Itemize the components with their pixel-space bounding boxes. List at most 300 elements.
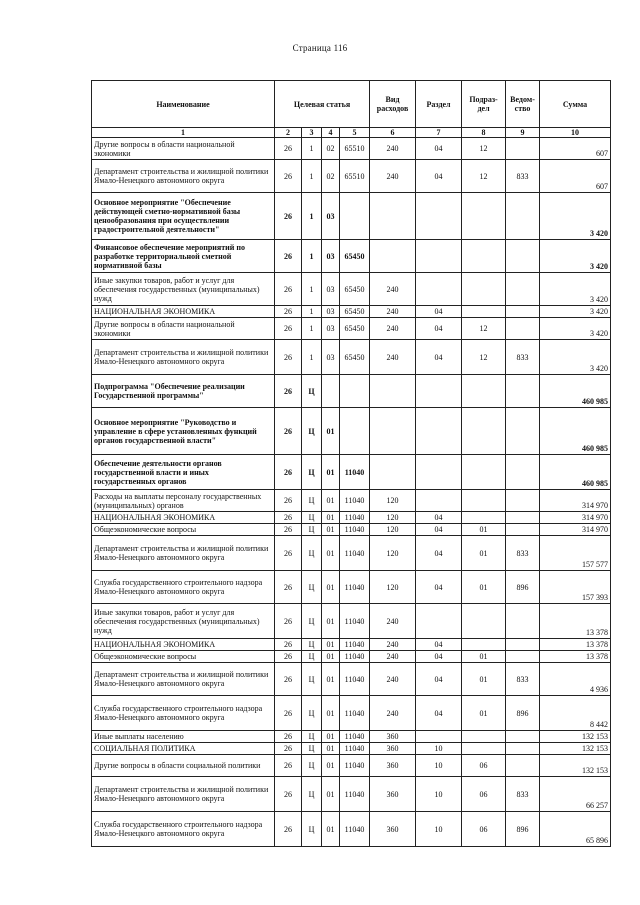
section (416, 455, 462, 490)
row-name: СОЦИАЛЬНАЯ ПОЛИТИКА (92, 743, 275, 755)
row-name: Иные закупки товаров, работ и услуг для обеспечения государственных (муниципальных) нужд (92, 604, 275, 639)
target-code-4: 11040 (340, 743, 370, 755)
table-row (92, 490, 611, 512)
target-code-1: 26 (275, 663, 302, 696)
subsection: 06 (462, 777, 506, 812)
section: 10 (416, 812, 462, 847)
section: 04 (416, 524, 462, 536)
amount: 132 153 (540, 755, 611, 777)
expense-type: 240 (370, 696, 416, 731)
subsection (462, 240, 506, 273)
column-number: 2 (275, 128, 302, 138)
target-code-2: Ц (302, 777, 322, 812)
target-code-4 (340, 408, 370, 455)
table-row (92, 571, 611, 604)
target-code-1: 26 (275, 408, 302, 455)
row-name: Другие вопросы в области социальной политики (92, 755, 275, 777)
row-name: Департамент строительства и жилищной политики Ямало-Ненецкого автономного округа (92, 777, 275, 812)
target-code-3: 03 (322, 318, 340, 340)
column-number: 6 (370, 128, 416, 138)
target-code-2: Ц (302, 375, 322, 408)
expense-type: 120 (370, 571, 416, 604)
table-row (92, 340, 611, 375)
expense-type: 360 (370, 812, 416, 847)
target-code-4: 11040 (340, 512, 370, 524)
table-row (92, 731, 611, 743)
target-code-3: 03 (322, 193, 340, 240)
target-code-1: 26 (275, 731, 302, 743)
expense-type: 240 (370, 663, 416, 696)
target-code-1: 26 (275, 240, 302, 273)
target-code-2: Ц (302, 663, 322, 696)
department-code (506, 743, 540, 755)
target-code-4: 11040 (340, 639, 370, 651)
amount: 460 985 (540, 455, 611, 490)
target-code-1: 26 (275, 639, 302, 651)
target-code-4: 11040 (340, 812, 370, 847)
target-code-4: 65510 (340, 160, 370, 193)
header-department: Ведом-ство (506, 81, 540, 128)
target-code-1: 26 (275, 524, 302, 536)
target-code-1: 26 (275, 160, 302, 193)
amount: 3 420 (540, 340, 611, 375)
department-code (506, 731, 540, 743)
department-code (506, 755, 540, 777)
table-row (92, 639, 611, 651)
subsection: 01 (462, 651, 506, 663)
section (416, 731, 462, 743)
department-code (506, 306, 540, 318)
page-number: Страница 116 (292, 43, 348, 53)
department-code: 833 (506, 160, 540, 193)
row-name: НАЦИОНАЛЬНАЯ ЭКОНОМИКА (92, 639, 275, 651)
target-code-1: 26 (275, 318, 302, 340)
target-code-1: 26 (275, 604, 302, 639)
amount: 3 420 (540, 193, 611, 240)
target-code-2: Ц (302, 536, 322, 571)
expense-type: 360 (370, 755, 416, 777)
department-code (506, 193, 540, 240)
table-row (92, 812, 611, 847)
target-code-2: Ц (302, 812, 322, 847)
amount: 8 442 (540, 696, 611, 731)
target-code-2: Ц (302, 512, 322, 524)
amount: 65 896 (540, 812, 611, 847)
expense-type: 120 (370, 512, 416, 524)
expense-type (370, 455, 416, 490)
target-code-4: 11040 (340, 455, 370, 490)
target-code-2: Ц (302, 731, 322, 743)
section: 04 (416, 306, 462, 318)
target-code-1: 26 (275, 306, 302, 318)
column-number: 5 (340, 128, 370, 138)
target-code-1: 26 (275, 812, 302, 847)
subsection (462, 731, 506, 743)
department-code (506, 375, 540, 408)
section: 10 (416, 777, 462, 812)
target-code-2: Ц (302, 604, 322, 639)
table-row (92, 273, 611, 306)
expense-type: 240 (370, 160, 416, 193)
row-name: Подпрограмма "Обеспечение реализации Государственной программы" (92, 375, 275, 408)
target-code-1: 26 (275, 755, 302, 777)
department-code (506, 240, 540, 273)
target-code-2: Ц (302, 755, 322, 777)
header-section: Раздел (416, 81, 462, 128)
target-code-4: 11040 (340, 536, 370, 571)
expense-type: 240 (370, 306, 416, 318)
column-number-row (92, 128, 611, 138)
expense-type: 240 (370, 651, 416, 663)
row-name: Расходы на выплаты персоналу государственных (муниципальных) органов (92, 490, 275, 512)
target-code-3: 02 (322, 138, 340, 160)
amount: 3 420 (540, 240, 611, 273)
target-code-1: 26 (275, 273, 302, 306)
amount: 607 (540, 160, 611, 193)
department-code (506, 604, 540, 639)
target-code-3: 01 (322, 743, 340, 755)
target-code-4: 11040 (340, 663, 370, 696)
row-name: Департамент строительства и жилищной политики Ямало-Ненецкого автономного округа (92, 536, 275, 571)
department-code (506, 318, 540, 340)
subsection: 01 (462, 663, 506, 696)
expense-type: 360 (370, 731, 416, 743)
section (416, 273, 462, 306)
subsection (462, 512, 506, 524)
target-code-3: 03 (322, 240, 340, 273)
target-code-3: 01 (322, 604, 340, 639)
target-code-4: 11040 (340, 571, 370, 604)
table-row (92, 318, 611, 340)
amount: 13 378 (540, 639, 611, 651)
column-number: 7 (416, 128, 462, 138)
section: 04 (416, 571, 462, 604)
row-name: Основное мероприятие "Обеспечение действующей сметно-нормативной базы ценообразования при осуществлении градостроительной деятельности" (92, 193, 275, 240)
section: 04 (416, 663, 462, 696)
department-code: 896 (506, 571, 540, 604)
department-code (506, 455, 540, 490)
target-code-1: 26 (275, 536, 302, 571)
row-name: Служба государственного строительного надзора Ямало-Ненецкого автономного округа (92, 571, 275, 604)
target-code-3: 01 (322, 755, 340, 777)
section: 04 (416, 512, 462, 524)
target-code-3: 01 (322, 490, 340, 512)
row-name: Финансовое обеспечение мероприятий по разработке территориальной сметной нормативной базы (92, 240, 275, 273)
amount: 132 153 (540, 743, 611, 755)
section (416, 375, 462, 408)
row-name: Другие вопросы в области национальной экономики (92, 138, 275, 160)
row-name: Служба государственного строительного надзора Ямало-Ненецкого автономного округа (92, 696, 275, 731)
target-code-4 (340, 375, 370, 408)
target-code-2: Ц (302, 490, 322, 512)
section: 04 (416, 340, 462, 375)
table-row (92, 604, 611, 639)
amount: 460 985 (540, 375, 611, 408)
target-code-4: 11040 (340, 777, 370, 812)
section: 10 (416, 755, 462, 777)
header-row (92, 81, 611, 128)
subsection: 06 (462, 755, 506, 777)
section (416, 240, 462, 273)
row-name: Иные выплаты населению (92, 731, 275, 743)
target-code-4: 11040 (340, 651, 370, 663)
target-code-1: 26 (275, 138, 302, 160)
target-code-2: 1 (302, 138, 322, 160)
table-row (92, 306, 611, 318)
header-amount: Сумма (540, 81, 611, 128)
target-code-1: 26 (275, 651, 302, 663)
target-code-3: 01 (322, 663, 340, 696)
section: 04 (416, 639, 462, 651)
table-row (92, 777, 611, 812)
amount: 13 378 (540, 604, 611, 639)
amount: 3 420 (540, 273, 611, 306)
expense-type (370, 240, 416, 273)
row-name: Служба государственного строительного надзора Ямало-Ненецкого автономного округа (92, 812, 275, 847)
row-name: Департамент строительства и жилищной политики Ямало-Ненецкого автономного округа (92, 340, 275, 375)
table-row (92, 193, 611, 240)
table-row (92, 696, 611, 731)
subsection (462, 273, 506, 306)
table-row (92, 455, 611, 490)
target-code-4: 11040 (340, 490, 370, 512)
subsection: 12 (462, 318, 506, 340)
subsection (462, 490, 506, 512)
department-code (506, 651, 540, 663)
column-number: 3 (302, 128, 322, 138)
subsection (462, 375, 506, 408)
expense-type: 120 (370, 524, 416, 536)
target-code-2: Ц (302, 639, 322, 651)
target-code-3: 03 (322, 340, 340, 375)
department-code: 833 (506, 536, 540, 571)
amount: 66 257 (540, 777, 611, 812)
target-code-4: 65450 (340, 240, 370, 273)
target-code-3: 01 (322, 571, 340, 604)
department-code (506, 524, 540, 536)
department-code: 833 (506, 777, 540, 812)
target-code-1: 26 (275, 696, 302, 731)
target-code-3: 01 (322, 536, 340, 571)
amount: 132 153 (540, 731, 611, 743)
target-code-1: 26 (275, 512, 302, 524)
expense-type (370, 375, 416, 408)
expense-type (370, 408, 416, 455)
section (416, 490, 462, 512)
subsection (462, 408, 506, 455)
target-code-3: 01 (322, 812, 340, 847)
subsection: 01 (462, 536, 506, 571)
target-code-1: 26 (275, 743, 302, 755)
target-code-2: Ц (302, 455, 322, 490)
subsection: 12 (462, 160, 506, 193)
table-row (92, 755, 611, 777)
subsection: 01 (462, 524, 506, 536)
amount: 3 420 (540, 306, 611, 318)
subsection (462, 306, 506, 318)
target-code-2: 1 (302, 240, 322, 273)
section: 04 (416, 160, 462, 193)
expense-type: 240 (370, 340, 416, 375)
department-code (506, 273, 540, 306)
header-expense-type: Вид расходов (370, 81, 416, 128)
section: 04 (416, 651, 462, 663)
target-code-1: 26 (275, 375, 302, 408)
target-code-2: Ц (302, 524, 322, 536)
subsection (462, 639, 506, 651)
department-code: 833 (506, 663, 540, 696)
target-code-1: 26 (275, 193, 302, 240)
target-code-3: 01 (322, 777, 340, 812)
expense-type: 360 (370, 777, 416, 812)
row-name: Департамент строительства и жилищной политики Ямало-Ненецкого автономного округа (92, 663, 275, 696)
department-code (506, 490, 540, 512)
target-code-1: 26 (275, 490, 302, 512)
expense-type (370, 193, 416, 240)
target-code-3: 01 (322, 408, 340, 455)
target-code-3: 01 (322, 524, 340, 536)
amount: 460 985 (540, 408, 611, 455)
row-name: Другие вопросы в области национальной экономики (92, 318, 275, 340)
target-code-2: Ц (302, 651, 322, 663)
expense-type: 360 (370, 743, 416, 755)
target-code-2: 1 (302, 160, 322, 193)
row-name: Общеэкономические вопросы (92, 524, 275, 536)
subsection: 12 (462, 138, 506, 160)
table-row (92, 663, 611, 696)
amount: 3 420 (540, 318, 611, 340)
row-name: Департамент строительства и жилищной политики Ямало-Ненецкого автономного округа (92, 160, 275, 193)
subsection: 12 (462, 340, 506, 375)
target-code-3: 01 (322, 696, 340, 731)
amount: 314 970 (540, 524, 611, 536)
target-code-4: 11040 (340, 755, 370, 777)
expense-type: 120 (370, 490, 416, 512)
target-code-3: 01 (322, 639, 340, 651)
department-code (506, 408, 540, 455)
target-code-2: Ц (302, 696, 322, 731)
department-code: 833 (506, 340, 540, 375)
target-code-3: 03 (322, 306, 340, 318)
target-code-3: 02 (322, 160, 340, 193)
target-code-2: 1 (302, 193, 322, 240)
target-code-4: 11040 (340, 731, 370, 743)
target-code-4: 11040 (340, 524, 370, 536)
department-code (506, 639, 540, 651)
table-row (92, 512, 611, 524)
target-code-2: 1 (302, 318, 322, 340)
target-code-4: 11040 (340, 696, 370, 731)
department-code (506, 512, 540, 524)
column-number: 8 (462, 128, 506, 138)
subsection: 01 (462, 571, 506, 604)
row-name: Основное мероприятие "Руководство и управление в сфере установленных функций органов государственной власти" (92, 408, 275, 455)
subsection (462, 455, 506, 490)
target-code-4 (340, 193, 370, 240)
amount: 314 970 (540, 490, 611, 512)
target-code-4: 65450 (340, 273, 370, 306)
expense-type: 240 (370, 639, 416, 651)
subsection (462, 604, 506, 639)
table-row (92, 743, 611, 755)
section: 04 (416, 138, 462, 160)
target-code-3: 01 (322, 512, 340, 524)
section (416, 408, 462, 455)
column-number: 4 (322, 128, 340, 138)
target-code-4: 11040 (340, 604, 370, 639)
subsection: 01 (462, 696, 506, 731)
table-row (92, 375, 611, 408)
target-code-2: Ц (302, 408, 322, 455)
table-row (92, 408, 611, 455)
target-code-4: 65510 (340, 138, 370, 160)
section: 04 (416, 696, 462, 731)
expense-type: 240 (370, 138, 416, 160)
target-code-4: 65450 (340, 340, 370, 375)
amount: 314 970 (540, 512, 611, 524)
budget-table (91, 80, 611, 847)
amount: 13 378 (540, 651, 611, 663)
target-code-2: Ц (302, 743, 322, 755)
target-code-3: 03 (322, 273, 340, 306)
target-code-2: 1 (302, 273, 322, 306)
expense-type: 240 (370, 318, 416, 340)
target-code-1: 26 (275, 777, 302, 812)
amount: 157 577 (540, 536, 611, 571)
row-name: Обеспечение деятельности органов государственной власти и иных государственных органов (92, 455, 275, 490)
section: 04 (416, 318, 462, 340)
subsection: 06 (462, 812, 506, 847)
expense-type: 240 (370, 604, 416, 639)
column-number: 10 (540, 128, 611, 138)
target-code-3: 01 (322, 731, 340, 743)
section (416, 193, 462, 240)
target-code-4: 65450 (340, 318, 370, 340)
department-code: 896 (506, 696, 540, 731)
target-code-1: 26 (275, 340, 302, 375)
section (416, 604, 462, 639)
target-code-2: Ц (302, 571, 322, 604)
target-code-3 (322, 375, 340, 408)
column-number: 1 (92, 128, 275, 138)
target-code-3: 01 (322, 455, 340, 490)
target-code-2: 1 (302, 340, 322, 375)
amount: 4 936 (540, 663, 611, 696)
target-code-4: 65450 (340, 306, 370, 318)
row-name: НАЦИОНАЛЬНАЯ ЭКОНОМИКА (92, 306, 275, 318)
expense-type: 120 (370, 536, 416, 571)
amount: 607 (540, 138, 611, 160)
table-row (92, 651, 611, 663)
table-row (92, 160, 611, 193)
table-row (92, 536, 611, 571)
target-code-1: 26 (275, 571, 302, 604)
expense-type: 240 (370, 273, 416, 306)
header-target-article: Целевая статья (275, 81, 370, 128)
row-name: Иные закупки товаров, работ и услуг для обеспечения государственных (муниципальных) нужд (92, 273, 275, 306)
table-body (92, 138, 611, 847)
column-number: 9 (506, 128, 540, 138)
header-subsection: Подраз-дел (462, 81, 506, 128)
amount: 157 393 (540, 571, 611, 604)
target-code-2: 1 (302, 306, 322, 318)
subsection (462, 193, 506, 240)
row-name: НАЦИОНАЛЬНАЯ ЭКОНОМИКА (92, 512, 275, 524)
section: 10 (416, 743, 462, 755)
department-code (506, 138, 540, 160)
table-row (92, 240, 611, 273)
target-code-1: 26 (275, 455, 302, 490)
